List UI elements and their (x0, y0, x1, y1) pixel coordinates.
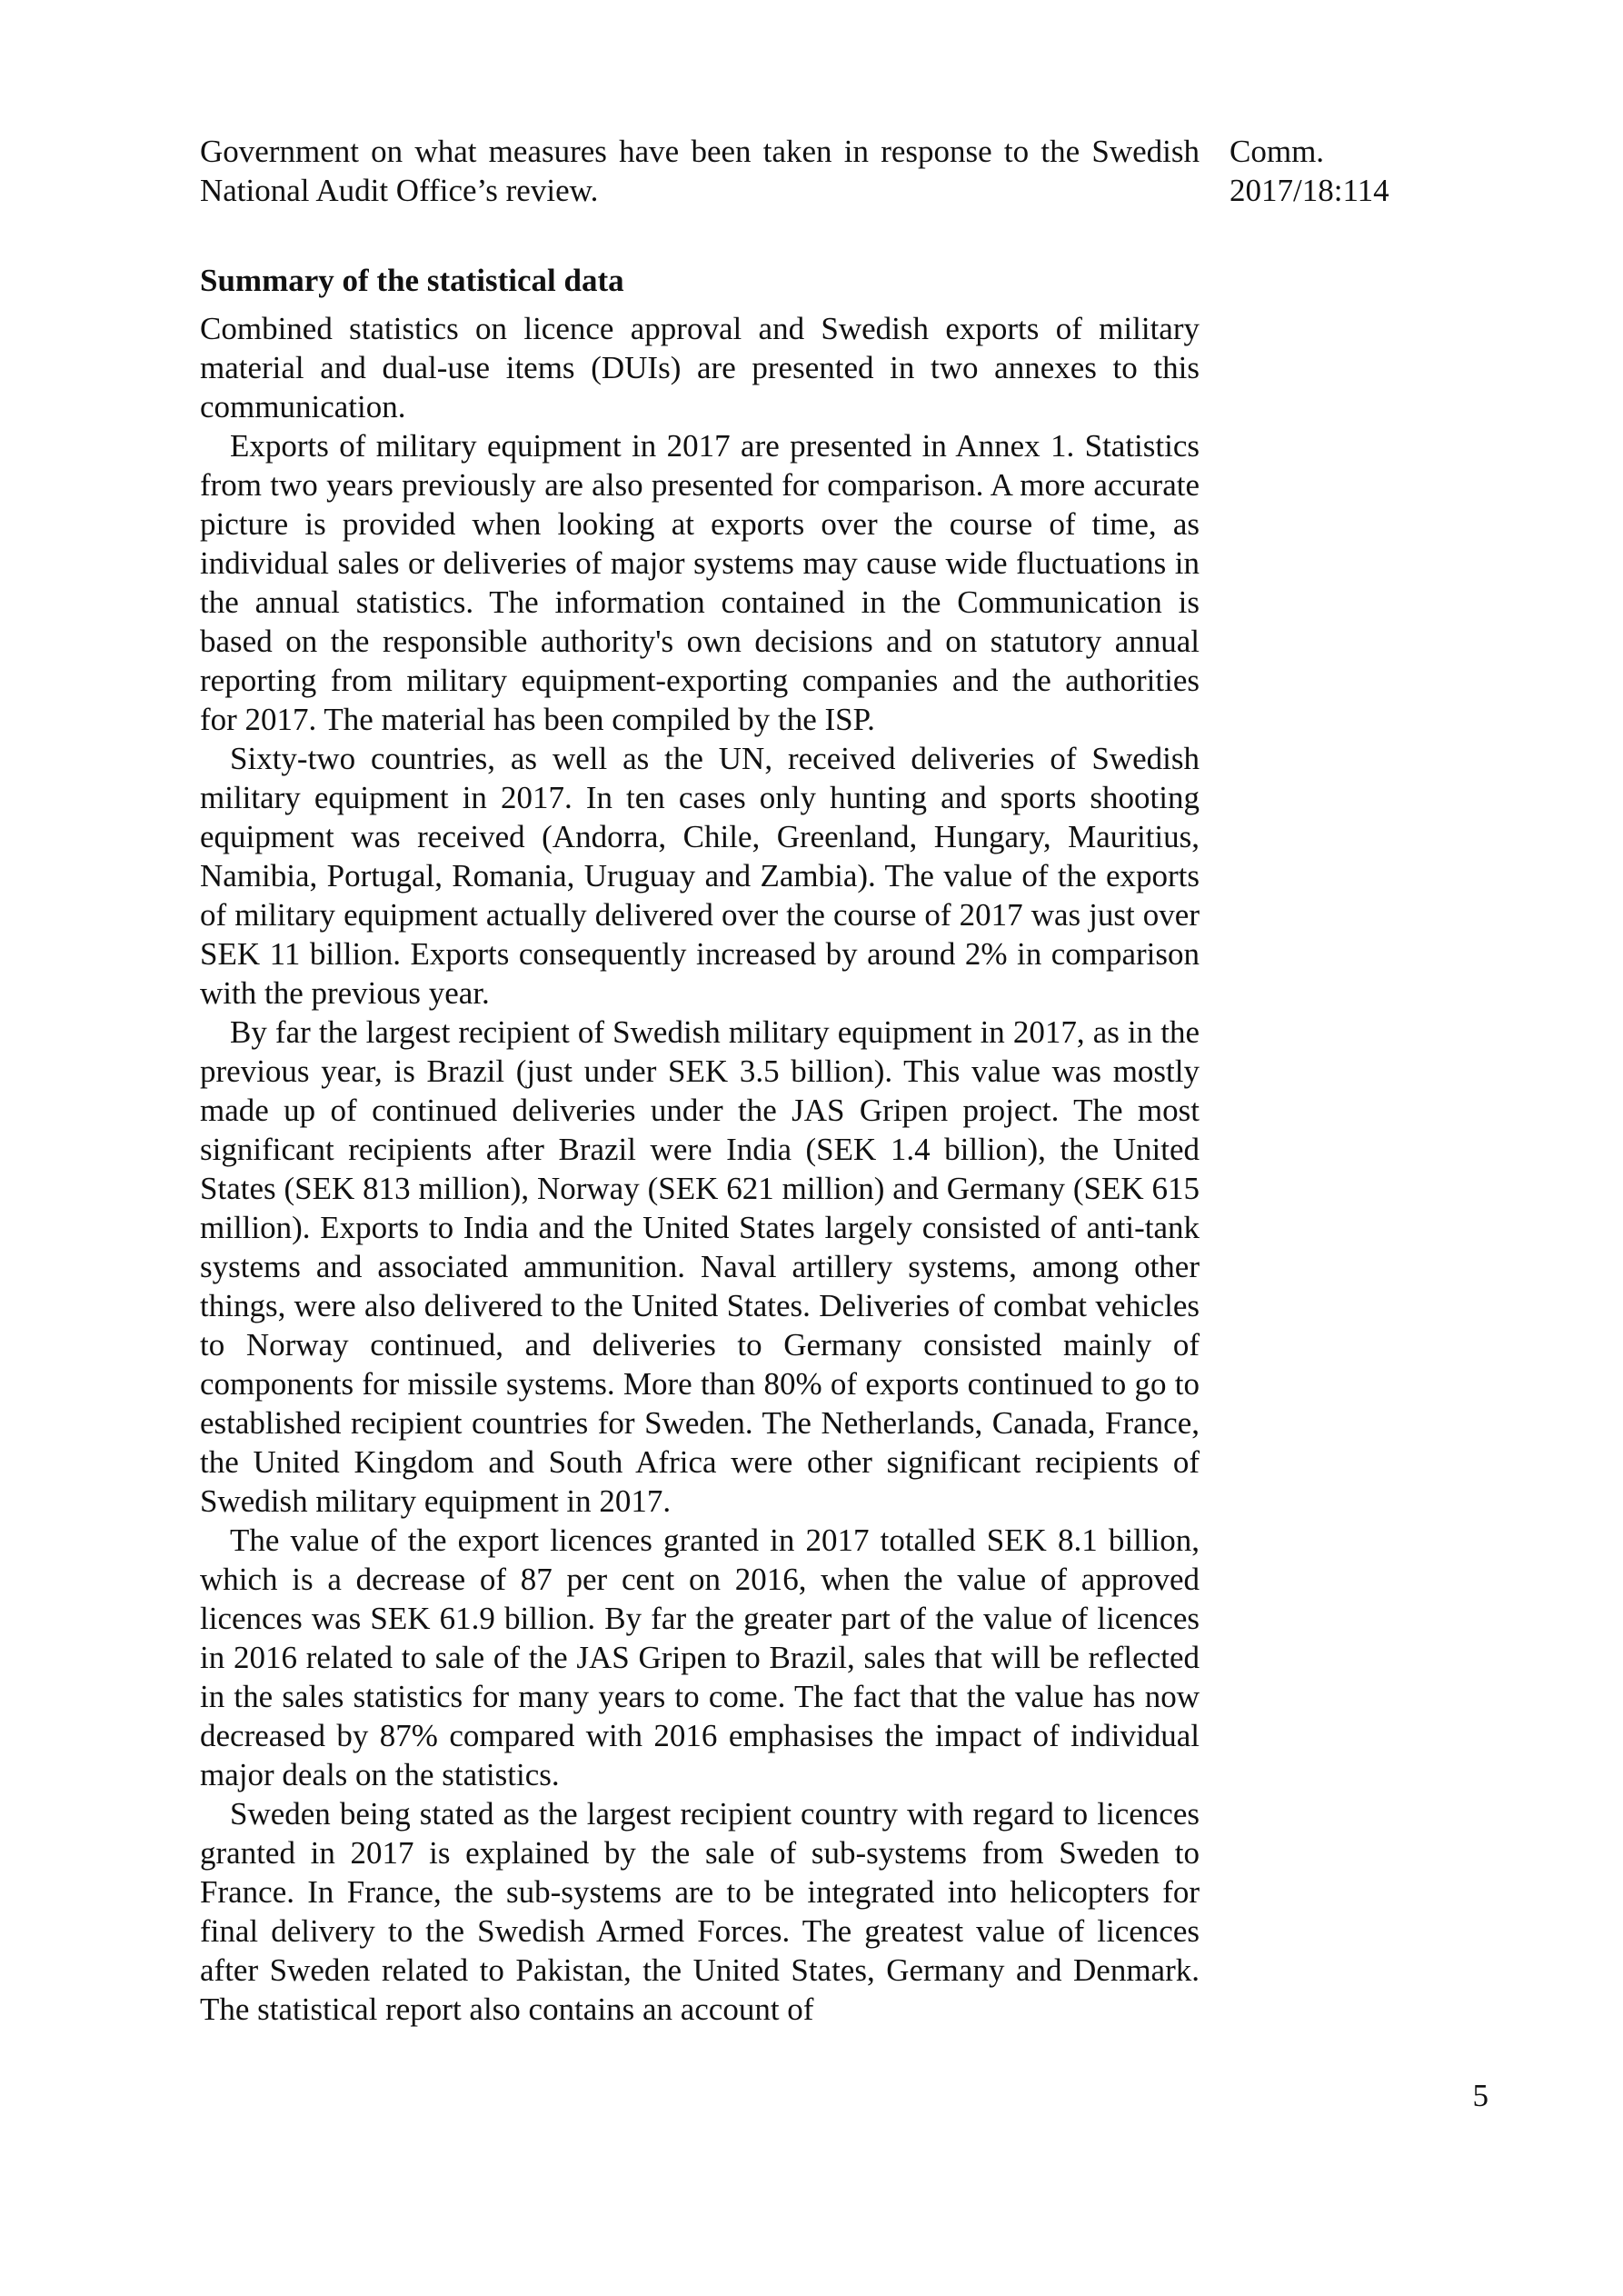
reference-label: Comm. (1230, 134, 1325, 169)
paragraph-exports-overview: Exports of military equipment in 2017 are presented in Annex 1. Statistics from two years previously are also presented for comparison. A more accurate picture is provided when looking at exports over the course of time, as individual sales or deliveries of major systems may cause wide fluctuations in the annual statistics. The information contained in the Communication is based on the responsible authority's own decisions and on statutory annual reporting from military equipment-exporting companies and the authorities for 2017. The material has been compiled by the ISP. (200, 428, 1200, 737)
paragraph-intro: Combined statistics on licence approval and Swedish exports of military material and dual-use items (DUIs) are presented in two annexes to this communication. (200, 311, 1200, 424)
page-number: 5 (1472, 2078, 1489, 2113)
paragraph-recipient-countries: Sixty-two countries, as well as the UN, received deliveries of Swedish military equipment in 2017. In ten cases only hunting and sports shooting equipment was received (Andorra, Chile, Greenland, Hungary, Mauritius, Namibia, Portugal, Romania, Uruguay and Zambia). The value of the exports of military equipment actually delivered over the course of 2017 was just over SEK 11 billion. Exports consequently increased by around 2% in comparison with the previous year. (200, 741, 1200, 1011)
paragraph-licence-recipients: Sweden being stated as the largest recipient country with regard to licences granted in 2017 is explained by the sale of sub-systems from Sweden to France. In France, the sub-systems are to be integrated into helicopters for final delivery to the Swedish Armed Forces. The greatest value of licences after Sweden related to Pakistan, the United States, Germany and Denmark. The statistical report also contains an account of (200, 1796, 1200, 2027)
running-text: Government on what measures have been taken in response to the Swedish National Audit Office’s review. (200, 134, 1200, 208)
paragraph-largest-recipients: By far the largest recipient of Swedish military equipment in 2017, as in the previous year, is Brazil (just under SEK 3.5 billion). This value was mostly made up of continued deliveries under the JAS Gripen project. The most significant recipients after Brazil were India (SEK 1.4 billion), the United States (SEK 813 million), Norway (SEK 621 million) and Germany (SEK 615 million). Exports to India and the United States largely consisted of anti-tank systems and associated ammunition. Naval artillery systems, among other things, were also delivered to the United States. Deliveries of combat vehicles to Norway continued, and deliveries to Germany consisted mainly of components for missile systems. More than 80% of exports continued to go to established recipient countries for Sweden. The Netherlands, Canada, France, the United Kingdom and South Africa were other significant recipients of Swedish military equipment in 2017. (200, 1014, 1200, 1519)
main-text-column (200, 132, 1200, 2029)
document-reference (1230, 132, 1502, 210)
section-heading: Summary of the statistical data (200, 263, 624, 298)
reference-number: 2017/18:114 (1230, 173, 1389, 208)
paragraph-licence-value: The value of the export licences granted in 2017 totalled SEK 8.1 billion, which is a decrease of 87 per cent on 2016, when the value of approved licences was SEK 61.9 billion. By far the greater part of the value of licences in 2016 related to sale of the JAS Gripen to Brazil, sales that will be reflected in the sales statistics for many years to come. The fact that the value has now decreased by 87% compared with 2016 emphasises the impact of individual major deals on the statistics. (200, 1522, 1200, 1792)
